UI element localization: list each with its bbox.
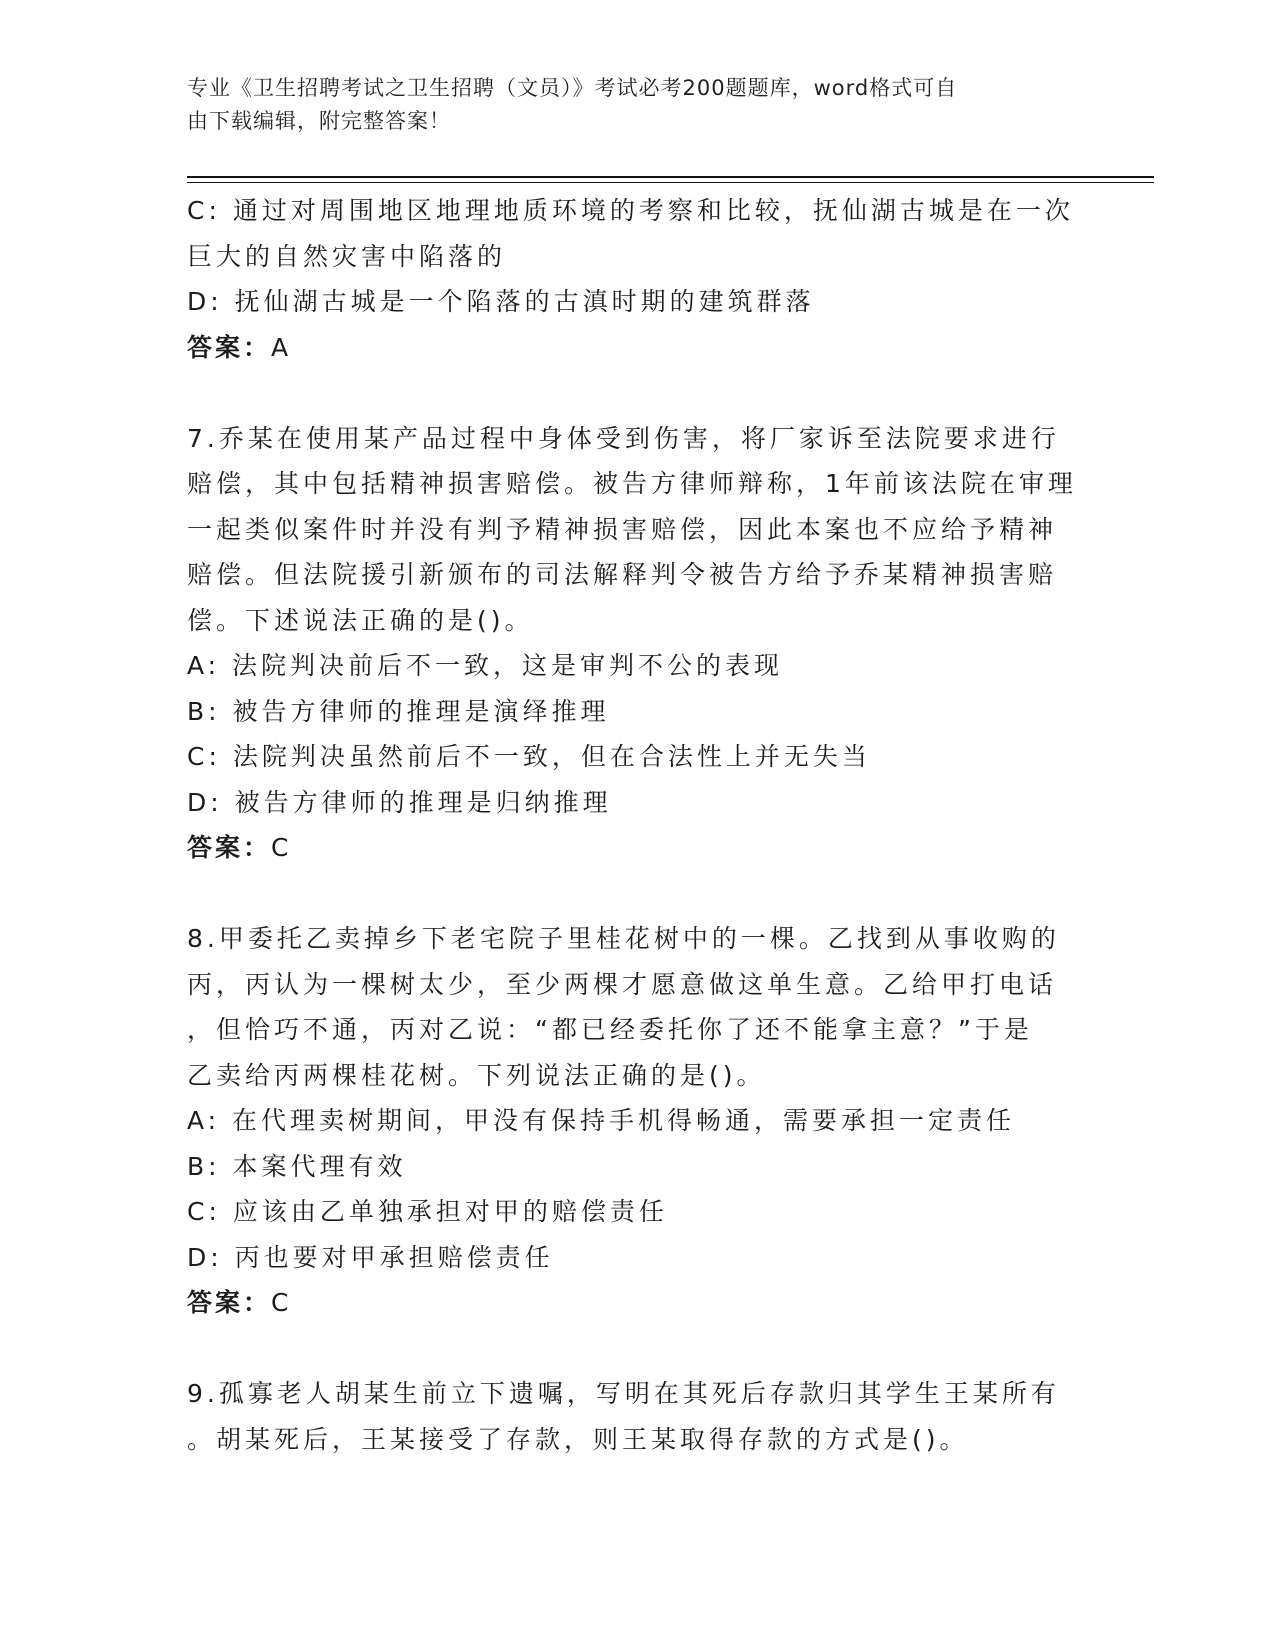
question-stem-line: 一起类似案件时并没有判予精神损害赔偿，因此本案也不应给予精神	[187, 514, 1058, 544]
question-9	[187, 1371, 1087, 1462]
header-line-1: 专业《卫生招聘考试之卫生招聘（文员）》考试必考200题题库，word格式可自	[187, 76, 958, 100]
header-line-2: 由下载编辑，附完整答案！	[187, 109, 451, 133]
answer-line	[187, 1280, 1087, 1326]
option-c-continued: 巨大的自然灾害中陷落的	[187, 241, 507, 271]
spacer	[187, 1326, 1087, 1372]
option-c: C: 法院判决虽然前后不一致，但在合法性上并无失当	[187, 742, 871, 771]
option-d: D: 抚仙湖古城是一个陷落的古滇时期的建筑群落	[187, 287, 815, 316]
answer-value: A	[271, 332, 292, 362]
answer-label: 答案：	[187, 332, 272, 362]
option-b: B: 被告方律师的推理是演绎推理	[187, 696, 610, 726]
question-stem-line: 。胡某死后，王某接受了存款，则王某取得存款的方式是()。	[187, 1424, 969, 1454]
question-stem-line: 9.孤寡老人胡某生前立下遗嘱，写明在其死后存款归其学生王某所有	[187, 1379, 1060, 1408]
option-b: B: 本案代理有效	[187, 1151, 407, 1181]
header-divider-thick	[187, 176, 1154, 178]
answer-line	[187, 825, 1087, 871]
spacer	[187, 370, 1087, 416]
option-d: D: 被告方律师的推理是归纳推理	[187, 787, 612, 817]
question-content	[187, 188, 1087, 1462]
question-stem-line: 8.甲委托乙卖掉乡下老宅院子里桂花树中的一棵。乙找到从事收购的	[187, 924, 1060, 953]
answer-label: 答案：	[187, 1288, 272, 1317]
question-stem-line: 丙，丙认为一棵树太少，至少两棵才愿意做这单生意。乙给甲打电话	[187, 969, 1058, 999]
question-stem-line: 赔偿。但法院援引新颁布的司法解释判令被告方给予乔某精神损害赔	[187, 560, 1058, 589]
question-8	[187, 916, 1087, 1326]
answer-line	[187, 325, 1087, 371]
question-stem-line: 偿。下述说法正确的是()。	[187, 605, 534, 635]
question-stem-line: 7.乔某在使用某产品过程中身体受到伤害，将厂家诉至法院要求进行	[187, 423, 1060, 453]
prev-question	[187, 188, 1087, 370]
answer-value: C	[271, 833, 292, 862]
spacer	[187, 871, 1087, 917]
answer-label: 答案：	[187, 833, 272, 862]
option-d: D: 丙也要对甲承担赔偿责任	[187, 1242, 554, 1272]
question-stem-line: 赔偿，其中包括精神损害赔偿。被告方律师辩称，1年前该法院在审理	[187, 469, 1077, 498]
option-a: A: 法院判决前后不一致，这是审判不公的表现	[187, 651, 784, 680]
option-c: C: 通过对周围地区地理地质环境的考察和比较，抚仙湖古城是在一次	[187, 196, 1074, 225]
option-c: C: 应该由乙单独承担对甲的赔偿责任	[187, 1197, 668, 1226]
document-header	[187, 72, 1067, 138]
answer-value: C	[271, 1288, 292, 1317]
header-divider-thin	[187, 182, 1154, 183]
option-a: A: 在代理卖树期间，甲没有保持手机得畅通，需要承担一定责任	[187, 1106, 1016, 1135]
question-7	[187, 416, 1087, 871]
question-stem-line: 乙卖给丙两棵桂花树。下列说法正确的是()。	[187, 1060, 766, 1090]
question-stem-line: ，但恰巧不通，丙对乙说：“都已经委托你了还不能拿主意？”于是	[187, 1015, 1033, 1044]
